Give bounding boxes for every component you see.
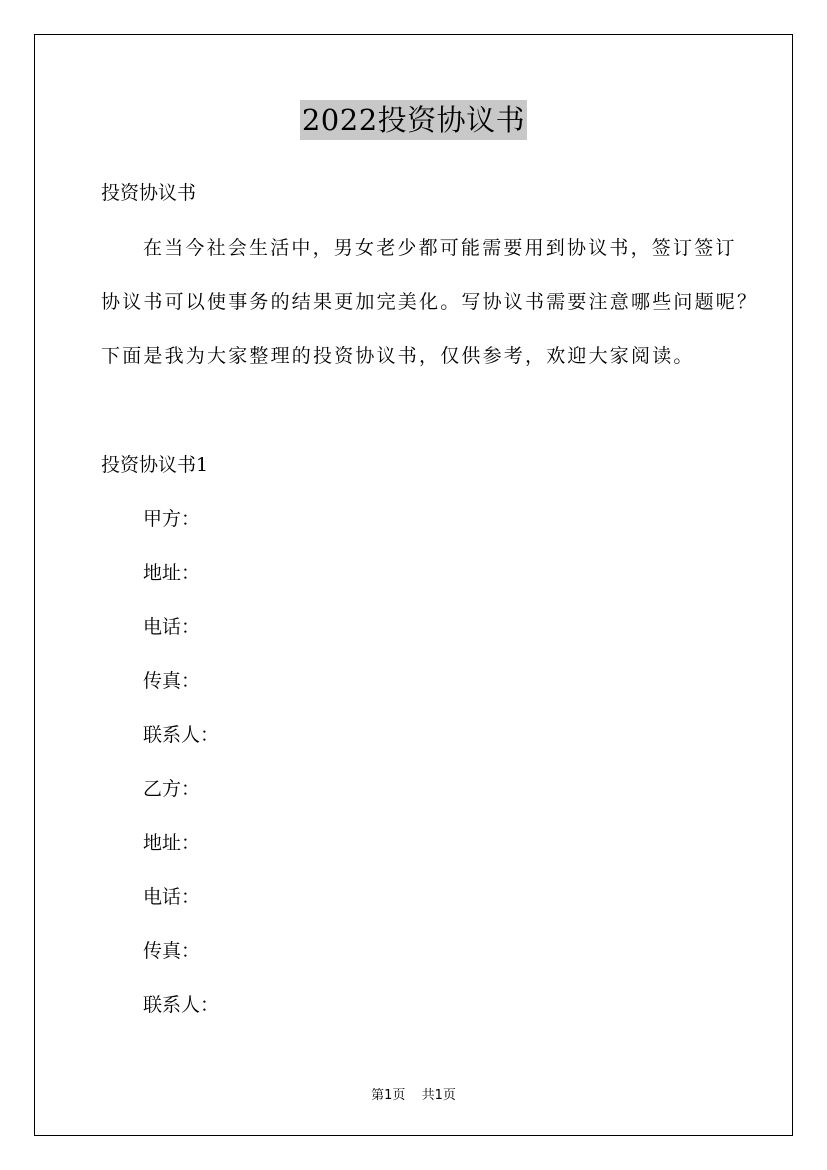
document-title: 2022投资协议书 [300,100,527,140]
intro-line-3: 下面是我为大家整理的投资协议书，仅供参考，欢迎大家阅读。 [101,345,695,367]
party-a-phone: 电话： [143,616,201,638]
section-title: 投资协议书1 [101,454,209,476]
party-b-phone: 电话： [143,886,201,908]
page-footer [0,1084,827,1103]
party-a-contact: 联系人： [143,724,220,746]
intro-line-2: 协议书可以使事务的结果更加完美化。写协议书需要注意哪些问题呢？ [101,291,759,313]
page-current: 第1页 [371,1088,406,1103]
document-heading: 投资协议书 [101,182,197,204]
title-container [0,100,827,140]
party-b-contact: 联系人： [143,994,220,1016]
party-b-fax: 传真： [143,940,201,962]
party-b-label: 乙方： [143,778,201,800]
page-total: 共1页 [421,1088,456,1103]
intro-line-1: 在当今社会生活中，男女老少都可能需要用到协议书，签订签订 [143,237,737,259]
party-a-label: 甲方： [143,508,201,530]
party-a-fax: 传真： [143,670,201,692]
party-b-address: 地址： [143,832,201,854]
party-a-address: 地址： [143,562,201,584]
